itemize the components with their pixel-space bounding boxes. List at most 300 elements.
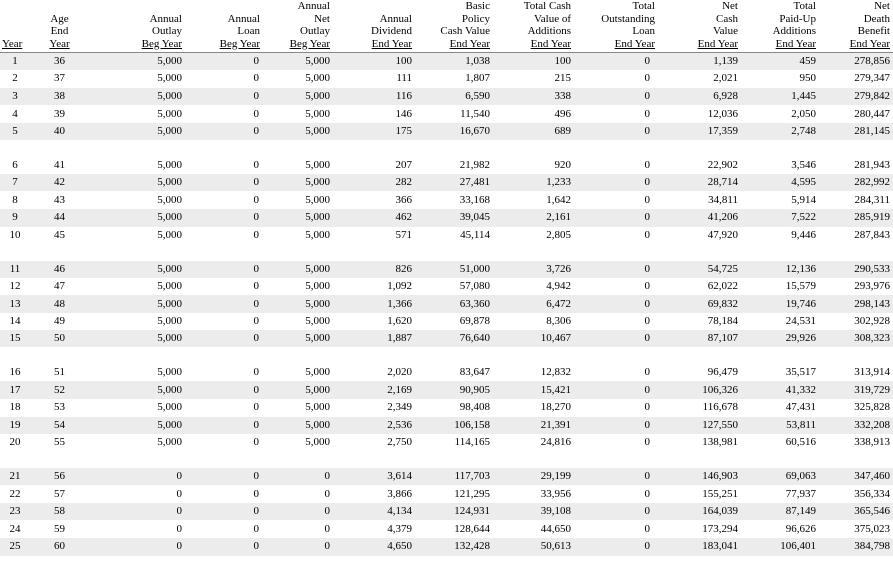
cell-pua: 77,937	[785, 487, 816, 500]
cell-outlay: 5,000	[89, 209, 185, 227]
cell-noutlay: 5,000	[305, 72, 330, 85]
col-header-line: Beg Year	[219, 37, 260, 50]
cell-loan: 0	[253, 522, 259, 535]
row-group	[0, 148, 893, 252]
cell-ncv: 69,832	[658, 295, 741, 313]
cell-age: 53	[54, 401, 65, 414]
col-header-line: Paid-Up	[779, 12, 816, 25]
cell-tloan: 0	[574, 417, 658, 435]
col-header-basic-policy-cash-value-end-year	[415, 0, 493, 53]
table-row	[0, 148, 893, 174]
cell-db: 282,992	[819, 174, 893, 192]
cell-cv: 11,540	[460, 107, 490, 120]
cell-outlay: 5,000	[157, 228, 182, 241]
cell-age: 37	[54, 72, 65, 85]
cell-tcv: 215	[554, 72, 571, 85]
col-header-line: Outlay	[152, 25, 182, 37]
cell-ncv: 87,107	[658, 330, 741, 356]
cell-loan: 0	[185, 417, 263, 435]
col-header-line: End Year	[614, 37, 655, 50]
col-header-total-paid-up-additions-end-year	[741, 0, 819, 53]
cell-loan: 0	[253, 107, 259, 120]
cell-year: 24	[9, 522, 21, 535]
table-row	[0, 209, 893, 227]
cell-tcv: 21,391	[493, 417, 574, 435]
cell-db: 338,913	[854, 436, 890, 449]
col-header-line: Net	[314, 12, 330, 25]
cell-tcv: 1,233	[493, 174, 574, 192]
cell-noutlay: 0	[263, 538, 333, 556]
table-row	[0, 520, 893, 538]
cell-outlay: 5,000	[89, 123, 185, 149]
cell-pua: 7,522	[741, 209, 819, 227]
cell-db: 332,208	[819, 417, 893, 435]
cell-tloan: 0	[574, 503, 658, 521]
table-row	[0, 88, 893, 106]
cell-outlay: 5,000	[157, 279, 182, 292]
cell-div: 571	[395, 228, 412, 241]
cell-tloan: 0	[574, 252, 658, 278]
cell-age: 60	[30, 538, 89, 556]
cell-outlay: 0	[89, 460, 185, 486]
col-header-annual-loan-beg-year	[185, 0, 263, 53]
col-header-line: Outlay	[300, 25, 330, 37]
cell-age: 56	[30, 460, 89, 486]
cell-age: 46	[30, 252, 89, 278]
col-header-line: Policy	[461, 12, 490, 25]
cell-age: 43	[54, 193, 65, 206]
cell-noutlay: 0	[324, 522, 330, 535]
cell-pua: 2,748	[741, 123, 819, 149]
cell-year: 11	[0, 252, 30, 278]
cell-tcv: 50,613	[493, 538, 574, 556]
col-header-line: Dividend	[371, 25, 412, 37]
cell-cv: 83,647	[415, 356, 493, 382]
cell-age: 38	[30, 88, 89, 106]
cell-div: 2,349	[387, 401, 412, 414]
cell-tcv: 24,816	[540, 436, 571, 449]
cell-noutlay: 5,000	[263, 252, 333, 278]
col-header-line: End Year	[530, 37, 571, 50]
cell-age: 47	[54, 279, 65, 292]
cell-db: 280,447	[854, 107, 890, 120]
cell-ncv: 47,920	[707, 228, 738, 241]
cell-tcv: 33,956	[540, 487, 571, 500]
col-header-line: Loan	[632, 25, 655, 37]
cell-age: 54	[30, 417, 89, 435]
cell-noutlay: 5,000	[263, 174, 333, 192]
cell-age: 52	[30, 381, 89, 399]
cell-year: 8	[12, 193, 18, 206]
cell-pua: 1,445	[741, 88, 819, 106]
cell-ncv: 155,251	[702, 487, 738, 500]
cell-div: 1,092	[387, 279, 412, 292]
cell-db: 365,546	[819, 503, 893, 521]
cell-pua: 87,149	[741, 503, 819, 521]
col-header-total-outstanding-loan-end-year	[574, 0, 658, 53]
cell-cv: 63,360	[415, 295, 493, 313]
table-row	[0, 417, 893, 435]
cell-tloan: 0	[574, 356, 658, 382]
cell-year: 19	[0, 417, 30, 435]
cell-loan: 0	[253, 279, 259, 292]
cell-loan: 0	[185, 381, 263, 399]
col-header-line: Total	[793, 0, 816, 12]
cell-noutlay: 0	[263, 503, 333, 521]
cell-cv: 6,590	[415, 88, 493, 106]
table-row	[0, 399, 893, 417]
cell-cv: 128,644	[454, 522, 490, 535]
cell-noutlay: 5,000	[263, 381, 333, 399]
cell-tloan: 0	[644, 401, 650, 414]
cell-loan: 0	[253, 72, 259, 85]
cell-tloan: 0	[644, 279, 650, 292]
cell-tloan: 0	[644, 315, 650, 328]
header-row	[0, 0, 893, 53]
cell-noutlay: 5,000	[263, 209, 333, 227]
cell-age: 45	[54, 228, 65, 241]
cell-db: 285,919	[819, 209, 893, 227]
cell-noutlay: 5,000	[305, 401, 330, 414]
cell-tloan: 0	[574, 381, 658, 399]
col-header-line: End Year	[849, 37, 890, 50]
cell-tloan: 0	[644, 228, 650, 241]
cell-pua: 459	[741, 53, 819, 71]
cell-db: 298,143	[819, 295, 893, 313]
cell-ncv: 12,036	[707, 107, 738, 120]
table-row	[0, 53, 893, 71]
cell-tcv: 39,108	[493, 503, 574, 521]
cell-loan: 0	[253, 193, 259, 206]
cell-tcv: 100	[493, 53, 574, 71]
cell-pua: 41,332	[741, 381, 819, 399]
col-header-annual-outlay-beg-year	[89, 0, 185, 53]
cell-db: 293,976	[854, 279, 890, 292]
table-row	[0, 330, 893, 356]
cell-db: 325,828	[854, 401, 890, 414]
cell-pua: 47,431	[785, 401, 816, 414]
cell-cv: 76,640	[415, 330, 493, 356]
row-group	[0, 53, 893, 149]
cell-tloan: 0	[574, 295, 658, 313]
cell-loan: 0	[185, 53, 263, 71]
cell-pua: 15,579	[785, 279, 816, 292]
cell-tcv: 2,805	[546, 228, 571, 241]
col-header-line: Age	[50, 12, 69, 25]
cell-loan: 0	[253, 487, 259, 500]
cell-outlay: 5,000	[89, 174, 185, 192]
col-header-line: Basic	[465, 0, 490, 12]
cell-outlay: 5,000	[157, 436, 182, 449]
cell-db: 319,729	[819, 381, 893, 399]
cell-noutlay: 5,000	[263, 148, 333, 174]
cell-year: 1	[0, 53, 30, 71]
cell-tcv: 29,199	[493, 460, 574, 486]
table-row	[0, 105, 893, 123]
cell-noutlay: 5,000	[305, 228, 330, 241]
cell-cv: 21,982	[415, 148, 493, 174]
col-header-line: Annual	[379, 12, 412, 25]
cell-ncv: 1,139	[658, 53, 741, 71]
table-row	[0, 252, 893, 278]
col-header-line: End Year	[697, 37, 738, 50]
row-group	[0, 460, 893, 556]
cell-age: 39	[54, 107, 65, 120]
cell-year: 6	[0, 148, 30, 174]
cell-db: 284,311	[854, 193, 890, 206]
cell-tloan: 0	[574, 174, 658, 192]
table-row	[0, 227, 893, 253]
cell-noutlay: 5,000	[263, 330, 333, 356]
cell-tcv: 15,421	[493, 381, 574, 399]
cell-tloan: 0	[574, 88, 658, 106]
cell-tcv: 1,642	[546, 193, 571, 206]
cell-outlay: 5,000	[89, 356, 185, 382]
col-header-line: Annual	[149, 12, 182, 25]
table-row	[0, 174, 893, 192]
cell-outlay: 0	[176, 522, 182, 535]
cell-outlay: 5,000	[157, 315, 182, 328]
cell-year: 3	[0, 88, 30, 106]
cell-cv: 45,114	[460, 228, 490, 241]
cell-year: 25	[0, 538, 30, 556]
cell-ncv: 6,928	[658, 88, 741, 106]
table-row	[0, 123, 893, 149]
cell-div: 282	[333, 174, 415, 192]
cell-age: 44	[30, 209, 89, 227]
cell-ncv: 106,326	[658, 381, 741, 399]
cell-tloan: 0	[574, 53, 658, 71]
col-header-year	[0, 0, 30, 53]
cell-db: 308,323	[819, 330, 893, 356]
cell-loan: 0	[253, 315, 259, 328]
cell-year: 5	[0, 123, 30, 149]
cell-loan: 0	[185, 295, 263, 313]
col-header-line: Total	[632, 0, 655, 12]
cell-cv: 106,158	[415, 417, 493, 435]
cell-div: 4,650	[333, 538, 415, 556]
cell-tcv: 18,270	[540, 401, 571, 414]
cell-db: 287,843	[854, 228, 890, 241]
cell-tcv: 689	[493, 123, 574, 149]
cell-div: 1,887	[333, 330, 415, 356]
cell-noutlay: 5,000	[263, 356, 333, 382]
col-header-line: Loan	[237, 25, 260, 37]
table-row	[0, 278, 893, 296]
cell-db: 278,856	[819, 53, 893, 71]
cell-pua: 53,811	[741, 417, 819, 435]
cell-tloan: 0	[644, 72, 650, 85]
cell-age: 57	[54, 487, 65, 500]
cell-age: 36	[30, 53, 89, 71]
cell-db: 279,347	[854, 72, 890, 85]
cell-cv: 132,428	[415, 538, 493, 556]
table-row	[0, 381, 893, 399]
col-header-annual-dividend-end-year	[333, 0, 415, 53]
cell-noutlay: 5,000	[305, 315, 330, 328]
cell-db: 375,023	[854, 522, 890, 535]
cell-div: 1,620	[387, 315, 412, 328]
cell-outlay: 5,000	[89, 53, 185, 71]
cell-loan: 0	[185, 356, 263, 382]
cell-cv: 1,038	[415, 53, 493, 71]
cell-outlay: 0	[176, 487, 182, 500]
cell-age: 58	[30, 503, 89, 521]
cell-ncv: 173,294	[702, 522, 738, 535]
cell-noutlay: 5,000	[263, 417, 333, 435]
cell-age: 51	[30, 356, 89, 382]
cell-outlay: 5,000	[89, 295, 185, 313]
col-header-age-end-year	[30, 0, 89, 53]
cell-outlay: 5,000	[89, 148, 185, 174]
cell-tloan: 0	[574, 330, 658, 356]
col-header-net-death-benefit-end-year	[819, 0, 893, 53]
cell-year: 12	[9, 279, 21, 292]
cell-pua: 2,050	[791, 107, 816, 120]
cell-db: 281,943	[819, 148, 893, 174]
cell-year: 16	[0, 356, 30, 382]
cell-noutlay: 5,000	[263, 53, 333, 71]
cell-pua: 5,914	[791, 193, 816, 206]
cell-tcv: 496	[554, 107, 571, 120]
cell-noutlay: 5,000	[305, 279, 330, 292]
cell-pua: 3,546	[741, 148, 819, 174]
cell-db: 281,145	[819, 123, 893, 149]
cell-db: 347,460	[819, 460, 893, 486]
cell-tcv: 44,650	[540, 522, 571, 535]
cell-outlay: 0	[89, 503, 185, 521]
cell-db: 290,533	[819, 252, 893, 278]
cell-div: 2,169	[333, 381, 415, 399]
cell-cv: 90,905	[415, 381, 493, 399]
cell-tloan: 0	[574, 538, 658, 556]
cell-noutlay: 5,000	[263, 123, 333, 149]
col-header-line: Outstanding	[601, 12, 655, 25]
table-row	[0, 191, 893, 209]
cell-cv: 117,703	[415, 460, 493, 486]
col-header-line: Net	[874, 0, 890, 12]
cell-div: 175	[333, 123, 415, 149]
col-header-line: Value	[712, 25, 738, 37]
col-header-line: Value of	[534, 12, 571, 25]
cell-ncv: 164,039	[658, 503, 741, 521]
cell-age: 41	[30, 148, 89, 174]
cell-year: 2	[12, 72, 18, 85]
cell-cv: 39,045	[415, 209, 493, 227]
cell-ncv: 34,811	[708, 193, 738, 206]
cell-ncv: 116,678	[702, 401, 738, 414]
col-header-line: End Year	[775, 37, 816, 50]
cell-cv: 51,000	[415, 252, 493, 278]
cell-pua: 950	[799, 72, 816, 85]
cell-ncv: 62,022	[707, 279, 738, 292]
cell-ncv: 17,359	[658, 123, 741, 149]
col-header-line: End	[50, 25, 69, 37]
cell-cv: 121,295	[454, 487, 490, 500]
cell-ncv: 22,902	[658, 148, 741, 174]
cell-pua: 19,746	[741, 295, 819, 313]
cell-cv: 69,878	[459, 315, 490, 328]
cell-div: 4,379	[387, 522, 412, 535]
col-header-line: Annual	[227, 12, 260, 25]
cell-tcv: 3,726	[493, 252, 574, 278]
table-row	[0, 538, 893, 556]
cell-div: 2,536	[333, 417, 415, 435]
cell-ncv: 127,550	[658, 417, 741, 435]
cell-ncv: 2,021	[713, 72, 738, 85]
cell-div: 826	[333, 252, 415, 278]
cell-year: 22	[9, 487, 21, 500]
cell-db: 356,334	[854, 487, 890, 500]
cell-pua: 35,517	[741, 356, 819, 382]
table-row	[0, 485, 893, 503]
cell-age: 59	[54, 522, 65, 535]
table-row	[0, 434, 893, 460]
col-header-line: Year	[2, 37, 23, 50]
cell-loan: 0	[185, 330, 263, 356]
cell-year: 14	[9, 315, 21, 328]
cell-cv: 16,670	[415, 123, 493, 149]
table-row	[0, 460, 893, 486]
cell-div: 2,020	[333, 356, 415, 382]
cell-outlay: 5,000	[157, 193, 182, 206]
cell-year: 15	[0, 330, 30, 356]
table-row	[0, 295, 893, 313]
cell-loan: 0	[185, 209, 263, 227]
cell-outlay: 5,000	[89, 252, 185, 278]
cell-loan: 0	[185, 503, 263, 521]
cell-loan: 0	[185, 88, 263, 106]
cell-div: 146	[395, 107, 412, 120]
col-header-line: Beg Year	[289, 37, 330, 50]
cell-loan: 0	[185, 252, 263, 278]
cell-div: 462	[333, 209, 415, 227]
cell-pua: 24,531	[785, 315, 816, 328]
cell-outlay: 5,000	[89, 88, 185, 106]
cell-outlay: 5,000	[89, 381, 185, 399]
cell-tloan: 0	[644, 522, 650, 535]
cell-year: 9	[0, 209, 30, 227]
cell-cv: 98,408	[459, 401, 490, 414]
cell-age: 50	[30, 330, 89, 356]
cell-year: 7	[0, 174, 30, 192]
cell-tcv: 8,306	[546, 315, 571, 328]
row-group	[0, 252, 893, 356]
cell-tcv: 2,161	[493, 209, 574, 227]
cell-age: 42	[30, 174, 89, 192]
cell-year: 23	[0, 503, 30, 521]
cell-outlay: 5,000	[157, 107, 182, 120]
cell-pua: 9,446	[791, 228, 816, 241]
cell-loan: 0	[185, 123, 263, 149]
col-header-line: End Year	[449, 37, 490, 50]
cell-ncv: 78,184	[707, 315, 738, 328]
cell-year: 4	[12, 107, 18, 120]
col-header-annual-net-outlay-beg-year	[263, 0, 333, 53]
cell-tloan: 0	[574, 123, 658, 149]
cell-cv: 124,931	[415, 503, 493, 521]
col-header-line: Year	[49, 37, 70, 50]
col-header-line: Cash Value	[440, 25, 490, 37]
cell-noutlay: 5,000	[263, 88, 333, 106]
cell-noutlay: 5,000	[305, 107, 330, 120]
cell-cv: 1,807	[465, 72, 490, 85]
cell-age: 40	[30, 123, 89, 149]
cell-ncv: 96,479	[658, 356, 741, 382]
cell-loan: 0	[185, 148, 263, 174]
cell-div: 100	[333, 53, 415, 71]
cell-db: 279,842	[819, 88, 893, 106]
